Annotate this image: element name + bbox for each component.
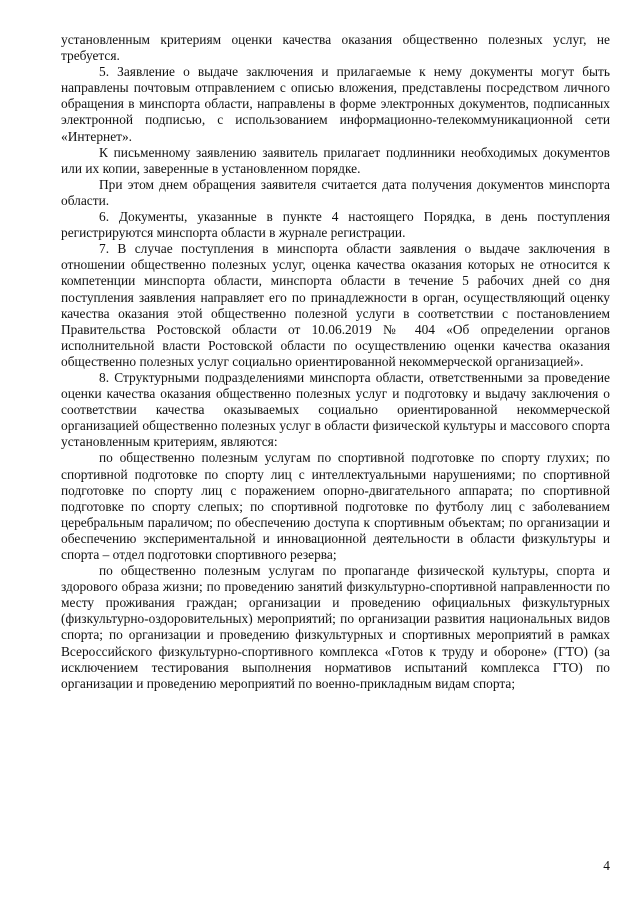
paragraph: К письменному заявлению заявитель прилагает подлинники необходимых документов или их копии, заверенные в установленном порядке.	[61, 144, 610, 176]
paragraph: установленным критериям оценки качества оказания общественно полезных услуг, не требуется.	[61, 32, 610, 64]
paragraph: по общественно полезным услугам по спортивной подготовке по спорту глухих; по спортивной подготовке по спорту лиц с интеллектуальными нарушениями; по спортивной подготовке по спорту лиц с поражением опорно-двигательного аппарата; по спортивной подготовке по спорту слепых; по спортивной подготовке по футболу лиц с заболеванием церебральным параличом; по обеспечению доступа к спортивным объектам; по организации и обеспечению экспериментальной и инновационной деятельности в области физкультуры и спорта – отдел подготовки спортивного резерва;	[61, 450, 610, 562]
page-number: 4	[603, 858, 610, 873]
paragraph: по общественно полезным услугам по пропаганде физической культуры, спорта и здорового образа жизни; по проведению занятий физкультурно-спортивной направленности по месту проживания граждан; организации и проведению официальных физкультурных (физкультурно-оздоровительных) мероприятий; по организации развития национальных видов спорта; по организации и проведению физкультурных и спортивных мероприятий в рамках Всероссийского физкультурно-спортивного комплекса «Готов к труду и обороне» (ГТО) (за исключением тестирования выполнения нормативов испытаний комплекса ГТО) по организации и проведению мероприятий по военно-прикладным видам спорта;	[61, 563, 610, 691]
paragraph: При этом днем обращения заявителя считается дата получения документов минспорта области.	[61, 176, 610, 208]
paragraph: 5. Заявление о выдаче заключения и прилагаемые к нему документы могут быть направлены почтовым отправлением с описью вложения, представлены посредством личного обращения в минспорта области, направлены в форме электронных документов, подписанных электронной подписью, с использованием информационно-телекоммуникационной сети «Интернет».	[61, 64, 610, 144]
paragraph: 7. В случае поступления в минспорта области заявления о выдаче заключения в отношении общественно полезных услуг, оценка качества оказания которых не относится к компетенции минспорта области, минспорта области в течение 5 рабочих дней со дня поступления заявления направляет его по принадлежности в орган, осуществляющий оценку качества оказания этой общественно полезной услуги в соответствии с постановлением Правительства Ростовской области от 10.06.2019 № 404 «Об определении органов исполнительной власти Ростовской области по осуществлению оценки качества оказания общественно полезных услуг социально ориентированной некоммерческой организацией».	[61, 241, 610, 369]
paragraph: 6. Документы, указанные в пункте 4 настоящего Порядка, в день поступления регистрируются минспорта области в журнале регистрации.	[61, 209, 610, 241]
paragraph: 8. Структурными подразделениями минспорта области, ответственными за проведение оценки качества оказания общественно полезных услуг и подготовку и выдачу заключения о соответствии качества оказываемых социально ориентированной некоммерческой организацией общественно полезных услуг в области физической культуры и массового спорта установленным критериям, являются:	[61, 369, 610, 450]
